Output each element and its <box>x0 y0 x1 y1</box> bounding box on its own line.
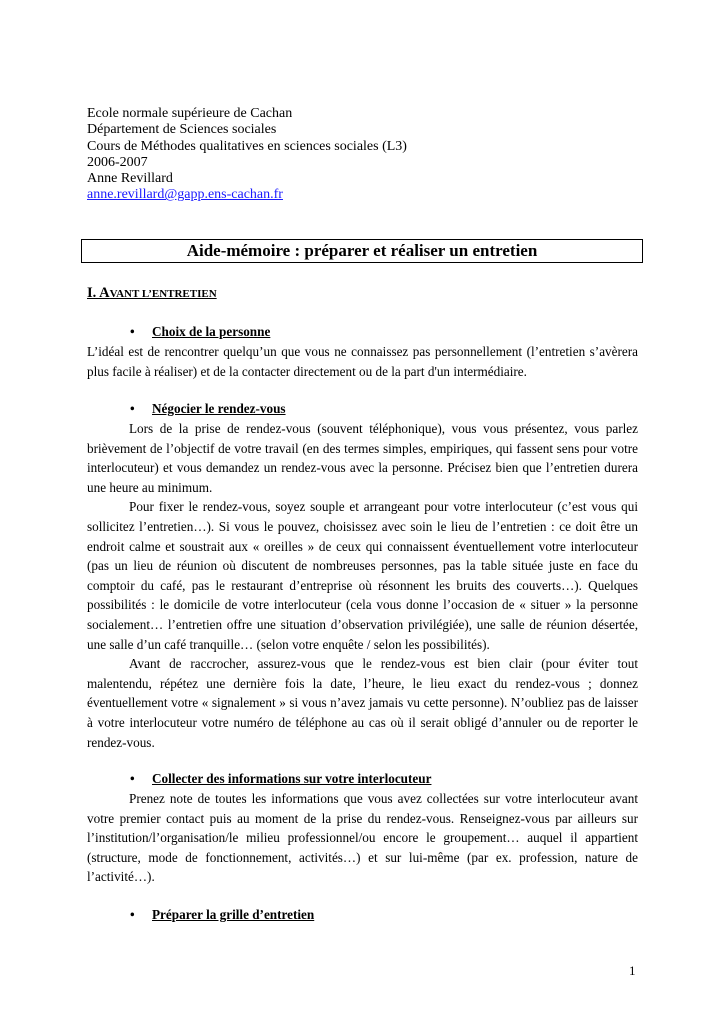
institution: Ecole normale supérieure de Cachan <box>87 106 293 121</box>
bullet-icon: • <box>130 401 135 416</box>
section-heading <box>87 285 217 302</box>
bullet-heading-label: Négocier le rendez-vous <box>152 401 286 416</box>
page-number: 1 <box>629 963 636 978</box>
bullet-heading <box>130 324 270 340</box>
section-heading-number: I. A <box>87 285 110 301</box>
bullet-heading-label: Collecter des informations sur votre interlocuteur <box>152 771 432 786</box>
paragraph: Avant de raccrocher, assurez-vous que le rendez-vous est bien clair (pour éviter tout malentendu, répétez une dernière fois la date, l’heure, le lieu exact du rendez-vous ; donnez éventuellement votre « signalement » si vous n’avez jamais vu cette personne). N’oubliez pas de laisser à votre interlocuteur votre numéro de téléphone au cas où il serait obligé d’annuler ou de reporter le rendez-vous. <box>87 656 638 750</box>
academic-year: 2006-2007 <box>87 154 148 170</box>
document-title: Aide-mémoire : préparer et réaliser un entretien <box>81 239 643 263</box>
bullet-icon: • <box>130 907 135 922</box>
paragraph: Prenez note de toutes les informations que vous avez collectées sur votre interlocuteur avant votre premier contact puis au moment de la prise du rendez-vous. Renseignez-vous par ailleurs sur l’institution/l’organisation/le milieu professionnel/ou encore le groupement… auquel il appartient (structure, mode de fonctionnement, activités…) et sur lui-même (par ex. profession, nature de l’activité…). <box>87 791 638 885</box>
author-name: Anne Revillard <box>87 171 173 187</box>
course-name: Cours de Méthodes qualitatives en sciences sociales (L3) <box>87 138 407 154</box>
document-header <box>87 106 407 204</box>
paragraph: Pour fixer le rendez-vous, soyez souple et arrangeant pour votre interlocuteur (c’est vous qui sollicitez l’entretien…). Si vous le pouvez, choisissez avec soin le lieu de l’entretien : ce doit être un endroit calme et soustrait aux « oreilles » de ceux qui connaissent éventuellement votre interlocuteur (pas un lieu de réunion où discutent de nombreuses personnes, pas la table située juste en face du comptoir du café, pas le restaurant d’entreprise où résonnent les bruits des couverts…). Quelques possibilités : le domicile de votre interlocuteur (cela vous donne l’occasion de « situer » la personne socialement… l’entretien offre une situation d’observation privilégiée), une salle de réunion désertée, une salle d’un café tranquille… (selon votre enquête / selon les possibilités). <box>87 499 638 652</box>
bullet-heading <box>130 401 286 417</box>
paragraph-block <box>87 342 638 381</box>
bullet-heading-label: Préparer la grille d’entretien <box>152 907 315 922</box>
bullet-heading-label: Choix de la personne <box>152 324 271 339</box>
section-heading-rest: VANT L’ENTRETIEN <box>109 288 217 300</box>
paragraph-block <box>87 419 638 752</box>
paragraph-block <box>87 789 638 887</box>
author-email-link[interactable]: anne.revillard@gapp.ens-cachan.fr <box>87 187 283 203</box>
bullet-heading <box>130 907 314 923</box>
bullet-icon: • <box>130 324 135 339</box>
paragraph: Lors de la prise de rendez-vous (souvent téléphonique), vous vous présentez, vous parlez brièvement de l’objectif de votre travail (en des termes simples, empiriques, qui fassent sens pour votre interlocuteur) et vous demandez un rendez-vous avec la personne. Précisez bien que l’entretien durera une heure au minimum. <box>87 421 638 495</box>
bullet-icon: • <box>130 771 135 786</box>
department: Département de Sciences sociales <box>87 122 277 138</box>
bullet-heading <box>130 771 431 787</box>
paragraph: L’idéal est de rencontrer quelqu’un que vous ne connaissez pas personnellement (l’entretien s’avèrera plus facile à réaliser) et de la contacter directement ou de la part d'un intermédiaire. <box>87 344 638 379</box>
